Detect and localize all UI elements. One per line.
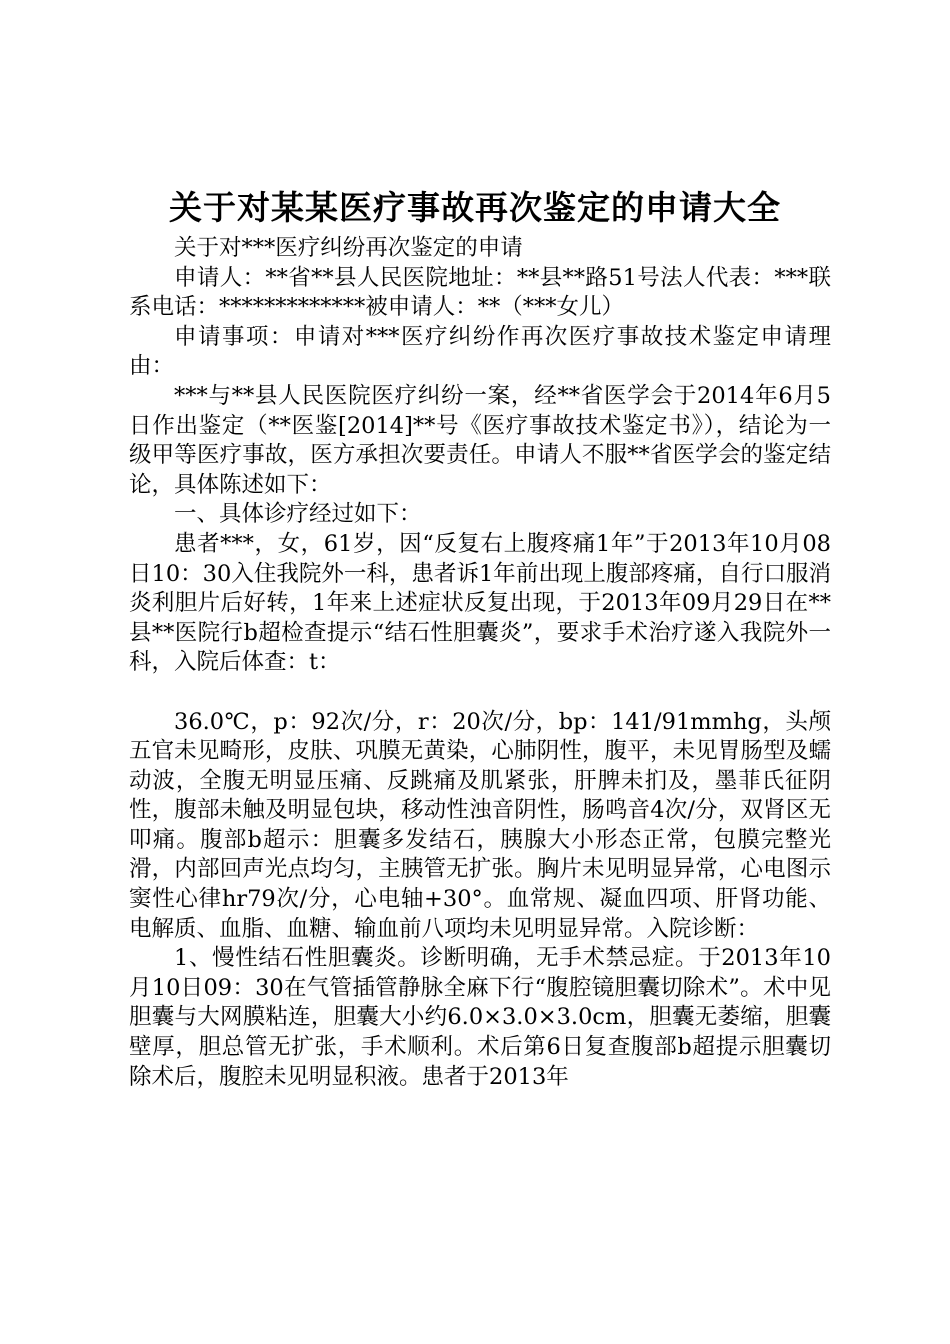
paragraph-applicant: 申请人：**省**县人民医院地址：**县**路51号法人代表：***联系电话：*************被申请人：**（***女儿） (129, 264, 831, 321)
paragraph-case-summary: ***与**县人民医院医疗纠纷一案，经**省医学会于2014年6月5日作出鉴定（**医鉴[2014]**号《医疗事故技术鉴定书》），结论为一级甲等医疗事故，医方承担次要责任。申请人不服**省医学会的鉴定结论，具体陈述如下： (129, 382, 831, 498)
document-body (129, 234, 831, 1092)
paragraph-request-item: 申请事项：申请对***医疗纠纷作再次医疗事故技术鉴定申请理由： (129, 323, 831, 380)
paragraph-subject: 关于对***医疗纠纷再次鉴定的申请 (174, 235, 523, 261)
paragraph-section-heading: 一、具体诊疗经过如下： (174, 501, 422, 528)
paragraph-diagnosis: 1、慢性结石性胆囊炎。诊断明确，无手术禁忌症。于2013年10月10日09：30在气管插管静脉全麻下行“腹腔镜胆囊切除术”。术中见胆囊与大网膜粘连，胆囊大小约6.0×3.0×3.0cm，胆囊无萎缩，胆囊壁厚，胆总管无扩张，手术顺利。术后第6日复查腹部b超提示胆囊切除术后，腹腔未见明显积液。患者于2013年 (129, 945, 831, 1090)
document-title: 关于对某某医疗事故再次鉴定的申请大全 (169, 188, 781, 227)
paragraph-patient-history: 患者***，女，61岁，因“反复右上腹疼痛1年”于2013年10月08日10：30入住我院外一科，患者诉1年前出现上腹部疼痛，自行口服消炎利胆片后好转，1年来上述症状反复出现，于2013年09月29日在**县**医院行b超检查提示“结石性胆囊炎”，要求手术治疗遂入我院外一科，入院后体查：t： (129, 530, 831, 676)
paragraph-examination: 36.0℃，p：92次/分，r：20次/分，bp：141/91mmhg，头颅五官未见畸形，皮肤、巩膜无黄染，心肺阴性，腹平，未见胃肠型及蠕动波，全腹无明显压痛、反跳痛及肌紧张，肝脾未扪及，墨菲氏征阴性，腹部未触及明显包块，移动性浊音阴性，肠鸣音4次/分，双肾区无叩痛。腹部b超示：胆囊多发结石，胰腺大小形态正常，包膜完整光滑，内部回声光点均匀，主胰管无扩张。胸片未见明显异常，心电图示窦性心律hr79次/分，心电轴+30°。血常规、凝血四项、肝肾功能、电解质、血脂、血糖、输血前八项均未见明显异常。入院诊断： (129, 708, 831, 942)
